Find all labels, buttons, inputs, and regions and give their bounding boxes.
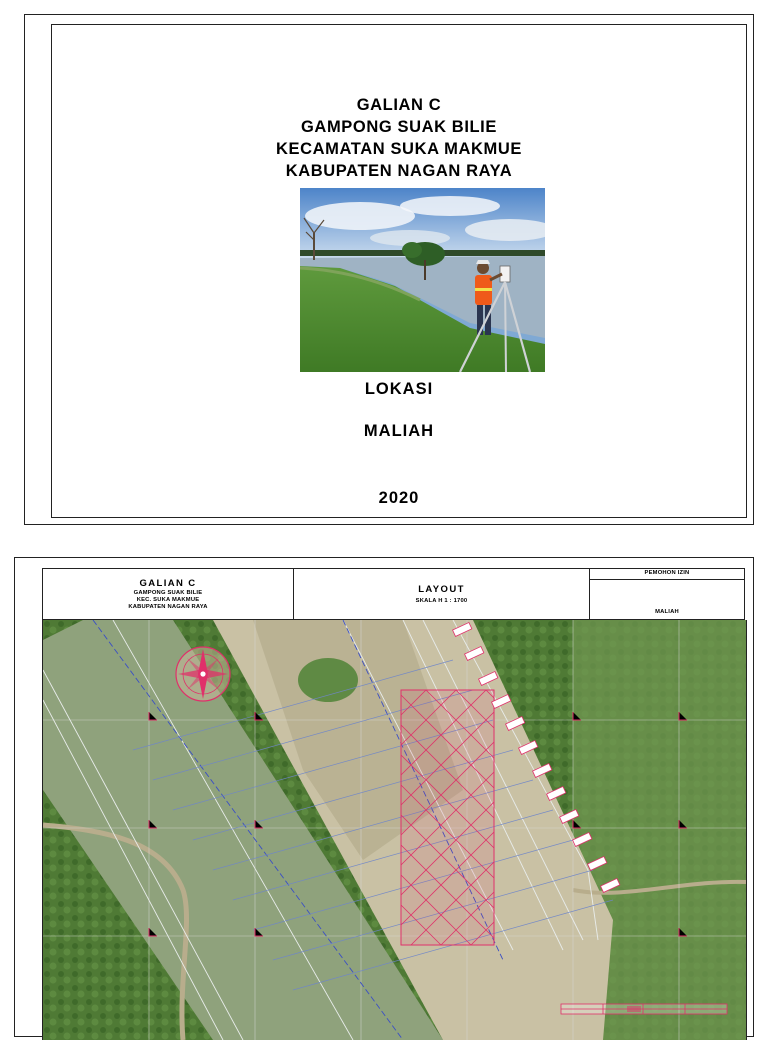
- cover-inner-frame: [51, 24, 747, 518]
- project-info-cell: [43, 569, 294, 619]
- applicant-label: PEMOHON IZIN: [644, 570, 690, 576]
- project-district: KEC. SUKA MAKMUE: [136, 597, 200, 603]
- cover-page: [24, 14, 754, 525]
- cover-title-line-1: GALIAN C: [356, 96, 442, 114]
- layout-page: [14, 557, 754, 1037]
- drawing-info-cell: [294, 569, 590, 619]
- surveyor-photo-illustration: [300, 188, 545, 372]
- surveyor-photo: [300, 188, 545, 372]
- location-name: MALIAH: [363, 422, 435, 440]
- location-label: LOKASI: [364, 380, 434, 398]
- project-title: GALIAN C: [139, 578, 197, 589]
- project-village: GAMPONG SUAK BILIE: [133, 590, 203, 596]
- cover-title-line-3: KECAMATAN SUKA MAKMUE: [275, 140, 523, 158]
- project-regency: KABUPATEN NAGAN RAYA: [128, 604, 208, 610]
- layout-map-drawing: [43, 620, 746, 1040]
- cover-title-line-4: KABUPATEN NAGAN RAYA: [285, 162, 513, 180]
- cover-title-block: [52, 94, 746, 182]
- aerial-layout-map: [42, 620, 747, 1040]
- scale-bar: [561, 1004, 727, 1014]
- drawing-title: LAYOUT: [418, 584, 465, 595]
- drawing-scale: SKALA H 1 : 1700: [415, 598, 468, 604]
- applicant-cell: [590, 569, 744, 619]
- drawing-title-block: [42, 568, 745, 620]
- cover-title-line-2: GAMPONG SUAK BILIE: [301, 118, 497, 136]
- applicant-divider: [590, 579, 744, 580]
- north-arrow-compass: [176, 647, 230, 701]
- applicant-name: MALIAH: [655, 609, 679, 615]
- excavation-area: [401, 690, 494, 945]
- cover-year: 2020: [378, 489, 420, 507]
